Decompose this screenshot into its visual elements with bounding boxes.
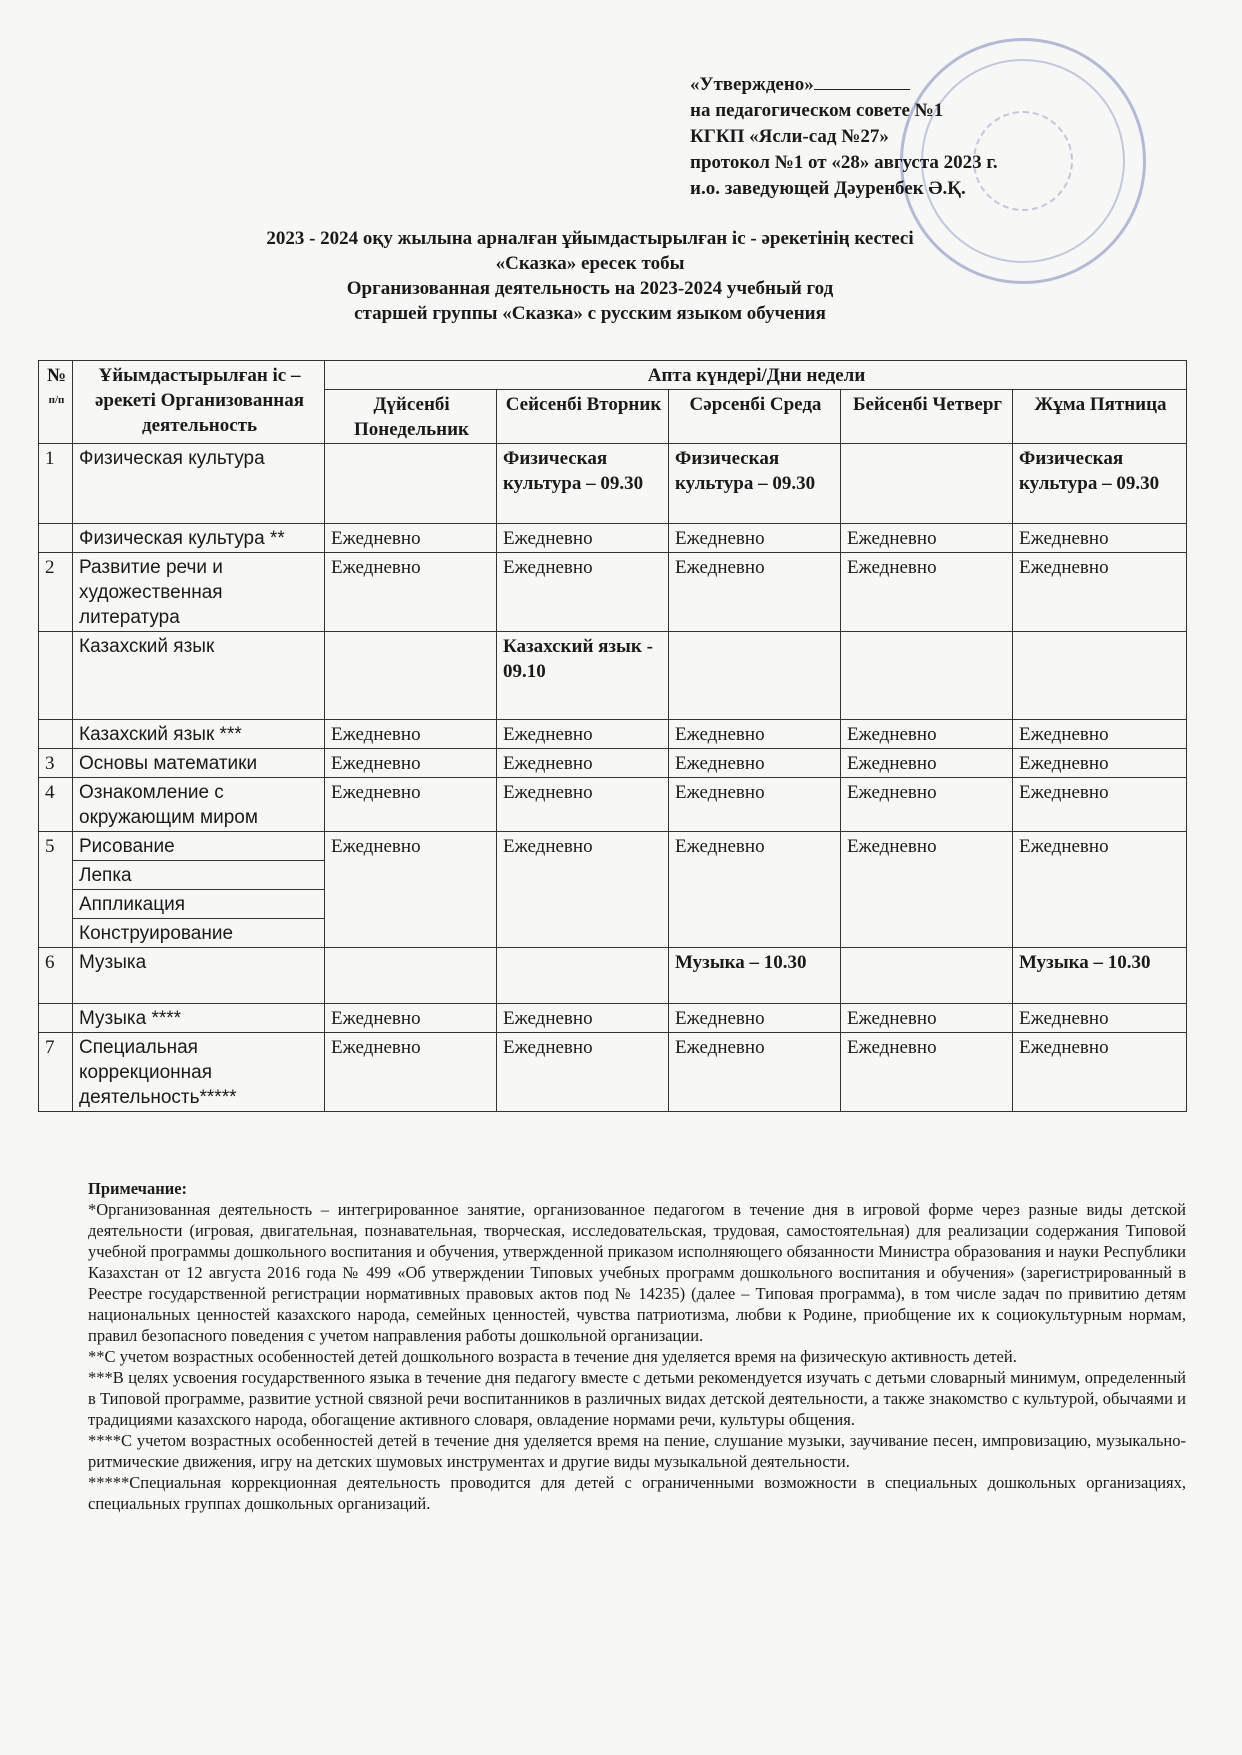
notes-heading: Примечание: bbox=[88, 1179, 188, 1198]
row-number bbox=[39, 1004, 73, 1033]
schedule-cell: Ежедневно bbox=[1013, 720, 1187, 749]
row-number: 1 bbox=[39, 444, 73, 524]
schedule-cell: Ежедневно bbox=[669, 749, 841, 778]
schedule-cell: Ежедневно bbox=[669, 778, 841, 832]
schedule-cell: Ежедневно bbox=[669, 553, 841, 632]
table-row bbox=[39, 778, 1187, 832]
schedule-cell bbox=[841, 632, 1013, 720]
schedule-cell: Ежедневно bbox=[1013, 1033, 1187, 1112]
schedule-cell: Ежедневно bbox=[325, 553, 497, 632]
schedule-cell: Ежедневно bbox=[325, 1033, 497, 1112]
row-number: 2 bbox=[39, 553, 73, 632]
schedule-cell: Ежедневно bbox=[841, 553, 1013, 632]
title-line-2: «Сказка» ересек тобы bbox=[495, 253, 685, 274]
row-number: 4 bbox=[39, 778, 73, 832]
schedule-body bbox=[39, 444, 1187, 1112]
row-activity: Физическая культура bbox=[73, 444, 325, 524]
table-row bbox=[39, 1004, 1187, 1033]
row-activity: Конструирование bbox=[73, 919, 325, 948]
schedule-cell: Ежедневно bbox=[841, 524, 1013, 553]
row-number: 3 bbox=[39, 749, 73, 778]
approval-line-1 bbox=[690, 72, 998, 98]
header-number-label: № bbox=[46, 365, 67, 386]
schedule-cell: Физическая культура – 09.30 bbox=[497, 444, 669, 524]
signature-line bbox=[814, 75, 910, 90]
table-row bbox=[39, 832, 1187, 861]
schedule-cell bbox=[325, 444, 497, 524]
schedule-cell: Казахский язык - 09.10 bbox=[497, 632, 669, 720]
table-row bbox=[39, 632, 1187, 720]
title-line-4: старшей группы «Сказка» с русским языком обучения bbox=[354, 303, 826, 324]
header-number bbox=[39, 361, 73, 444]
table-row bbox=[39, 749, 1187, 778]
table-row bbox=[39, 524, 1187, 553]
note-item: ***В целях усвоения государственного языка в течение дня педагогу вместе с детьми рекомендуется изучать с детьми словарный минимум, определенный в Типовой программе, развитие устной связной речи воспитанников в различных видах детской деятельности, а также знакомство с культурой, обычаями и традициями казахского народа, обогащение активного словаря, овладение нормами речи, культуры общения. bbox=[88, 1368, 1186, 1429]
approval-line-2: на педагогическом совете №1 bbox=[690, 100, 944, 121]
schedule-cell: Ежедневно bbox=[669, 720, 841, 749]
approval-line-4: протокол №1 от «28» августа 2023 г. bbox=[690, 152, 998, 173]
note-item: ****С учетом возрастных особенностей детей в течение дня уделяется время на пение, слушание музыки, заучивание песен, импровизацию, музыкально-ритмические движения, игру на детских шумовых инструментах и другие виды музыкальной деятельности. bbox=[88, 1431, 1186, 1471]
row-activity: Музыка **** bbox=[73, 1004, 325, 1033]
header-number-sub: п/п bbox=[48, 394, 65, 406]
schedule-cell: Ежедневно bbox=[841, 720, 1013, 749]
schedule-cell: Ежедневно bbox=[325, 720, 497, 749]
approval-line-5: и.о. заведующей Дәуренбек Ә.Қ. bbox=[690, 178, 966, 199]
schedule-cell: Ежедневно bbox=[325, 524, 497, 553]
schedule-cell: Ежедневно bbox=[325, 749, 497, 778]
row-activity: Аппликация bbox=[73, 890, 325, 919]
schedule-cell: Физическая культура – 09.30 bbox=[1013, 444, 1187, 524]
schedule-cell bbox=[841, 948, 1013, 1004]
schedule-cell bbox=[497, 948, 669, 1004]
note-item: *Организованная деятельность – интегрированное занятие, организованное педагогом в течение дня в игровой форме через разные виды детской деятельности (игровая, двигательная, познавательная, творческая, исследовательская, трудовая, самостоятельная) для реализации содержания Типовой учебной программы дошкольного воспитания и обучения, утвержденной приказом исполняющего обязанности Министра образования и науки Республики Казахстан от 12 августа 2016 года № 499 «Об утверждении Типовых учебных программ дошкольного воспитания и обучения» (зарегистрированный в Реестре государственной регистрации нормативных правовых актов под № 14235) (далее – Типовая программа), в том числе задач по привитию детям национальных ценностей казахского народа, семейных ценностей, чувства патриотизма, любви к Родине, приобщение их к социокультурным нормам, правил безопасного поведения с учетом направления работы дошкольной организации. bbox=[88, 1200, 1186, 1345]
schedule-cell: Ежедневно bbox=[325, 832, 497, 948]
header-day-friday: Жұма Пятница bbox=[1013, 390, 1187, 444]
header-day-thursday: Бейсенбі Четверг bbox=[841, 390, 1013, 444]
row-number: 5 bbox=[39, 832, 73, 948]
row-activity: Развитие речи и художественная литература bbox=[73, 553, 325, 632]
approval-block bbox=[690, 72, 998, 202]
schedule-cell: Музыка – 10.30 bbox=[669, 948, 841, 1004]
schedule-cell: Ежедневно bbox=[497, 832, 669, 948]
schedule-cell: Ежедневно bbox=[325, 1004, 497, 1033]
row-activity: Рисование bbox=[73, 832, 325, 861]
row-activity: Специальная коррекционная деятельность***** bbox=[73, 1033, 325, 1112]
schedule-cell: Ежедневно bbox=[1013, 553, 1187, 632]
schedule-cell: Ежедневно bbox=[1013, 749, 1187, 778]
schedule-cell: Ежедневно bbox=[669, 524, 841, 553]
row-activity: Физическая культура ** bbox=[73, 524, 325, 553]
row-number bbox=[39, 720, 73, 749]
schedule-cell: Ежедневно bbox=[1013, 524, 1187, 553]
schedule-cell: Музыка – 10.30 bbox=[1013, 948, 1187, 1004]
row-number: 7 bbox=[39, 1033, 73, 1112]
title-line-3: Организованная деятельность на 2023-2024 учебный год bbox=[346, 278, 834, 299]
schedule-cell: Ежедневно bbox=[841, 778, 1013, 832]
note-item: *****Специальная коррекционная деятельность проводится для детей с ограниченными возможности в специальных дошкольных организациях, специальных группах дошкольных организаций. bbox=[88, 1473, 1186, 1513]
table-row bbox=[39, 1033, 1187, 1112]
schedule-cell: Ежедневно bbox=[497, 720, 669, 749]
row-activity: Ознакомление с окружающим миром bbox=[73, 778, 325, 832]
schedule-cell: Ежедневно bbox=[841, 1004, 1013, 1033]
schedule-cell: Ежедневно bbox=[1013, 832, 1187, 948]
schedule-cell: Ежедневно bbox=[841, 1033, 1013, 1112]
schedule-cell: Ежедневно bbox=[497, 1033, 669, 1112]
approval-line-3: КГКП «Ясли-сад №27» bbox=[690, 126, 889, 147]
schedule-cell: Ежедневно bbox=[841, 749, 1013, 778]
header-day-wednesday: Сәрсенбі Среда bbox=[669, 390, 841, 444]
note-item: **С учетом возрастных особенностей детей дошкольного возраста в течение дня уделяется время на физическую активность детей. bbox=[88, 1347, 1017, 1366]
header-day-monday: Дүйсенбі Понедельник bbox=[325, 390, 497, 444]
row-activity: Основы математики bbox=[73, 749, 325, 778]
schedule-cell: Ежедневно bbox=[1013, 1004, 1187, 1033]
schedule-cell: Ежедневно bbox=[497, 749, 669, 778]
row-activity: Казахский язык *** bbox=[73, 720, 325, 749]
schedule-cell: Ежедневно bbox=[497, 553, 669, 632]
schedule-cell: Ежедневно bbox=[669, 1033, 841, 1112]
row-number bbox=[39, 632, 73, 720]
schedule-cell: Ежедневно bbox=[1013, 778, 1187, 832]
row-number: 6 bbox=[39, 948, 73, 1004]
table-row bbox=[39, 553, 1187, 632]
title-line-1: 2023 - 2024 оқу жылына арналған ұйымдастырылған іс - әрекетінің кестесі bbox=[266, 228, 914, 249]
schedule-cell: Физическая культура – 09.30 bbox=[669, 444, 841, 524]
schedule-cell: Ежедневно bbox=[497, 1004, 669, 1033]
schedule-cell: Ежедневно bbox=[325, 778, 497, 832]
table-row bbox=[39, 948, 1187, 1004]
schedule-cell bbox=[325, 948, 497, 1004]
row-activity: Казахский язык bbox=[73, 632, 325, 720]
schedule-cell: Ежедневно bbox=[497, 778, 669, 832]
header-day-tuesday: Сейсенбі Вторник bbox=[497, 390, 669, 444]
schedule-cell bbox=[841, 444, 1013, 524]
table-row bbox=[39, 444, 1187, 524]
schedule-cell: Ежедневно bbox=[497, 524, 669, 553]
row-number bbox=[39, 524, 73, 553]
schedule-cell: Ежедневно bbox=[669, 1004, 841, 1033]
row-activity: Лепка bbox=[73, 861, 325, 890]
notes-section bbox=[88, 1178, 1186, 1514]
schedule-cell: Ежедневно bbox=[669, 832, 841, 948]
schedule-cell bbox=[1013, 632, 1187, 720]
schedule-cell: Ежедневно bbox=[841, 832, 1013, 948]
approval-title: «Утверждено» bbox=[690, 74, 814, 95]
row-activity: Музыка bbox=[73, 948, 325, 1004]
schedule-cell bbox=[669, 632, 841, 720]
header-activity: Ұйымдастырылған іс – әрекеті Организованная деятельность bbox=[73, 361, 325, 444]
header-days: Апта күндері/Дни недели bbox=[325, 361, 1187, 390]
schedule-cell bbox=[325, 632, 497, 720]
schedule-table bbox=[38, 360, 1187, 1112]
table-row bbox=[39, 720, 1187, 749]
document-title bbox=[90, 226, 1090, 326]
